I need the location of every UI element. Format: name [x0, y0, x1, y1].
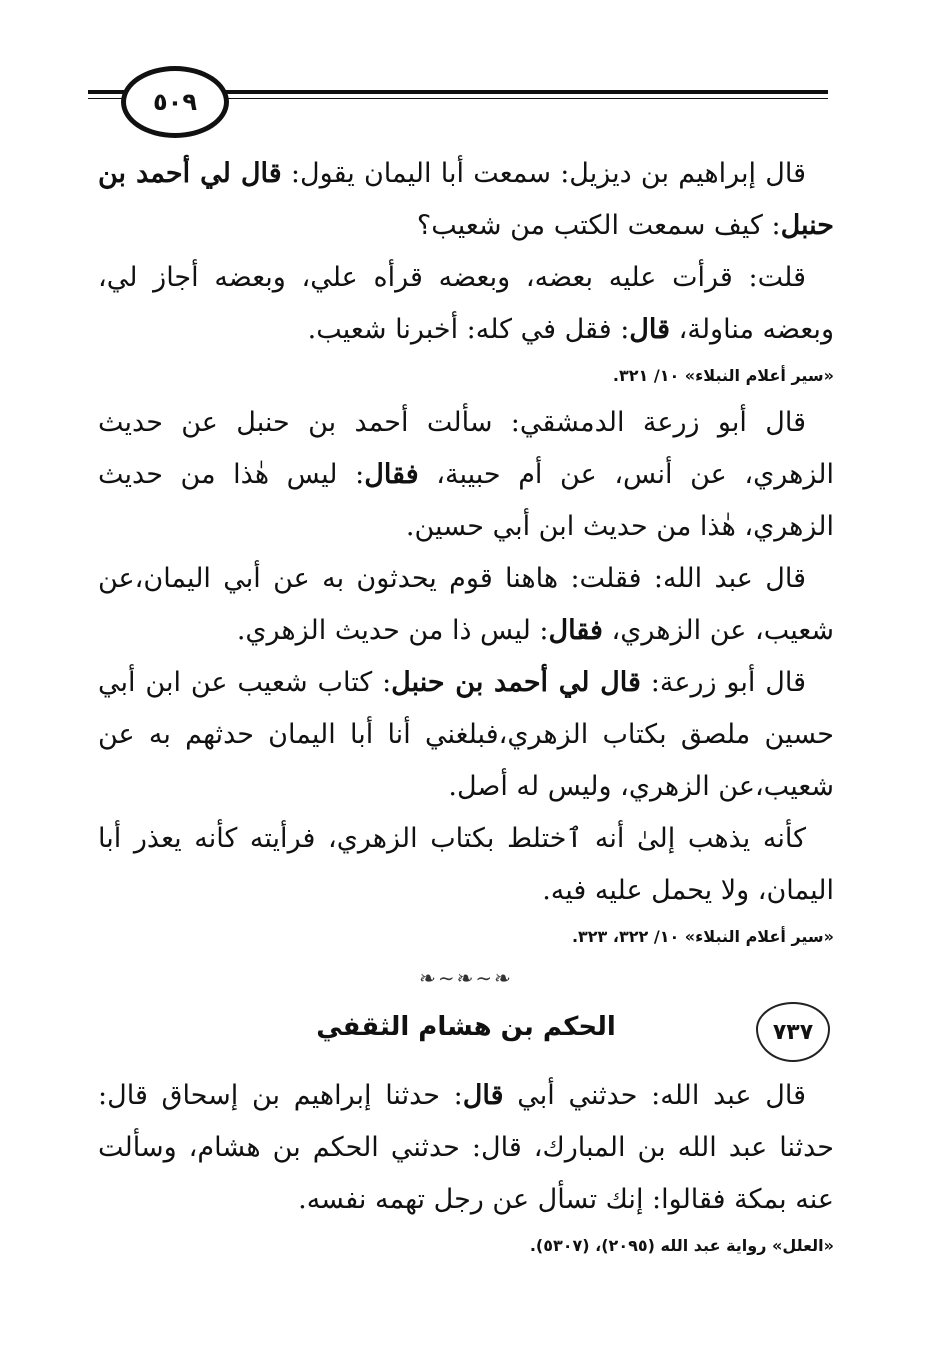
- bold-run: فقال: [548, 615, 603, 646]
- text-run: قال أبو زرعة:: [640, 667, 806, 698]
- paragraph: [98, 553, 834, 657]
- paragraph: [98, 657, 834, 813]
- paragraph: [98, 397, 834, 553]
- text-run: : كتاب شعيب عن ابن أبي حسين ملصق بكتاب الزهري،فبلغني أنا أبا اليمان حدثهم به عن شعيب،عن الزهري، وليس له أصل.: [98, 667, 834, 802]
- paragraph: [98, 1070, 834, 1226]
- paragraph: [98, 813, 834, 917]
- text-run: : ليس ذا من حديث الزهري.: [236, 615, 549, 646]
- text-run: قال عبد الله: حدثني أبي: [503, 1080, 806, 1111]
- source-citation: «سير أعلام النبلاء» ١٠/ ٣٢٢، ٣٢٣.: [571, 927, 834, 946]
- text-run: قلت: قرأت عليه بعضه، وبعضه قرأه علي، وبعضه أجاز لي، وبعضه مناولة،: [98, 262, 834, 345]
- paragraph: [98, 252, 834, 356]
- page-number-badge: [121, 66, 229, 138]
- entry-title: الحكم بن هشام الثقفي: [316, 1012, 616, 1042]
- bold-run: قال لي أحمد بن حنبل: [391, 667, 641, 698]
- section-divider-ornament: ❧∽❧∽❧: [419, 966, 513, 990]
- paragraph: [98, 148, 834, 252]
- bold-run: قال: [462, 1080, 504, 1111]
- entry-heading: [98, 1000, 834, 1070]
- entry-number: ٧٣٧: [772, 1019, 814, 1045]
- bold-run: قال لي أحمد بن حنبل: [98, 158, 834, 241]
- text-run: قال عبد الله: فقلت: هاهنا قوم يحدثون به عن أبي اليمان،عن شعيب، عن الزهري،: [98, 563, 834, 646]
- source-citation: «العلل» رواية عبد الله (٢٠٩٥)، (٥٣٠٧).: [529, 1236, 834, 1255]
- text-run: : كيف سمعت الكتب من شعيب؟: [416, 210, 781, 241]
- text-run: قال إبراهيم بن ديزيل: سمعت أبا اليمان يقول:: [281, 158, 806, 189]
- source-citation: «سير أعلام النبلاء» ١٠/ ٣٢١.: [612, 366, 834, 385]
- text-run: : فقل في كله: أخبرنا شعيب.: [307, 314, 630, 345]
- page-number: ٥٠٩: [153, 88, 197, 116]
- text-run: : ليس هٰذا من حديث الزهري، هٰذا من حديث ابن أبي حسين.: [98, 459, 834, 542]
- text-run: : حدثنا إبراهيم بن إسحاق قال: حدثنا عبد الله بن المبارك، قال: حدثني الحكم بن هشام، وسألت عنه بمكة فقالوا: إنك تسأل عن رجل تهمه نفسه.: [98, 1080, 834, 1215]
- bold-run: قال: [629, 314, 671, 345]
- page-body: [98, 148, 834, 1267]
- text-run: قال أبو زرعة الدمشقي: سألت أحمد بن حنبل عن حديث الزهري، عن أنس، عن أم حبيبة،: [98, 407, 834, 490]
- page-header: [88, 60, 828, 140]
- bold-run: فقال: [364, 459, 419, 490]
- text-run: كأنه يذهب إلىٰ أنه ٱختلط بكتاب الزهري، فرأيته كأنه يعذر أبا اليمان، ولا يحمل عليه فيه.: [98, 823, 834, 906]
